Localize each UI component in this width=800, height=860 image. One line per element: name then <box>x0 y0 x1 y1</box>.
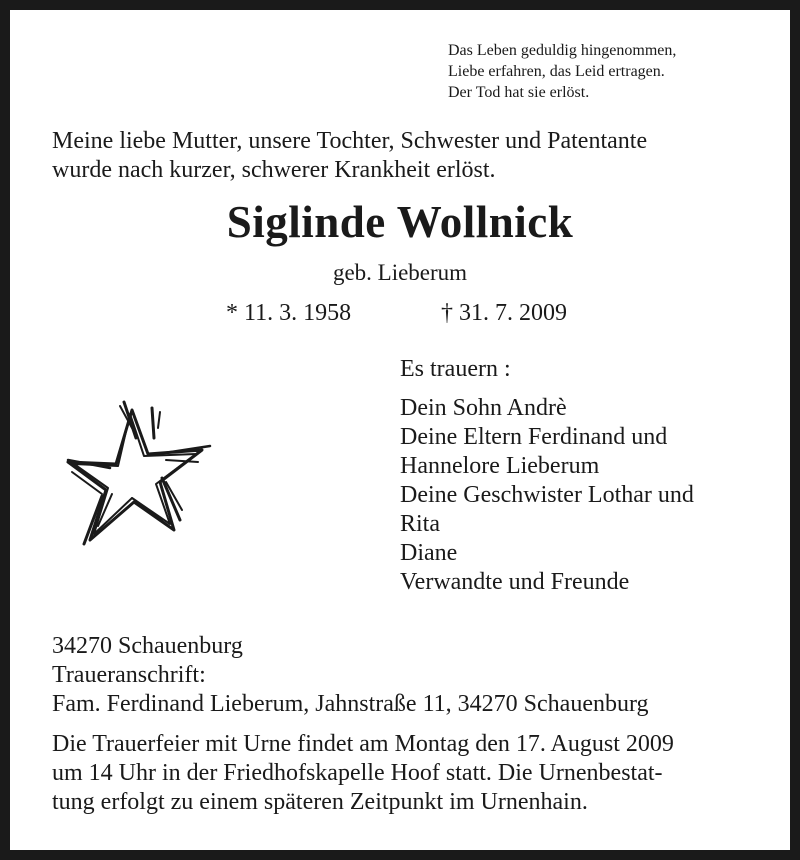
service-line: Die Trauerfeier mit Urne findet am Montag den 17. August 2009 <box>52 731 674 757</box>
hand-drawn-star-icon <box>62 398 214 548</box>
address-line: Fam. Ferdinand Lieberum, Jahnstraße 11, 34270 Schauenburg <box>52 691 649 717</box>
poem <box>448 40 676 103</box>
mourner-line: Deine Geschwister Lothar und <box>400 482 694 508</box>
poem-line: Das Leben geduldig hingenommen, <box>448 42 677 59</box>
address-block <box>52 632 649 719</box>
mourner-line: Verwandte und Freunde <box>400 569 630 595</box>
poem-line: Liebe erfahren, das Leid ertragen. <box>448 63 665 80</box>
mourner-line: Diane <box>400 540 458 566</box>
service-line: tung erfolgt zu einem späteren Zeitpunkt im Urnenhain. <box>52 789 588 815</box>
mourners-list <box>400 394 694 597</box>
intro-line: wurde nach kurzer, schwerer Krankheit erlöst. <box>52 157 496 183</box>
address-line: Traueranschrift: <box>52 662 206 688</box>
service-info <box>52 730 674 817</box>
poem-line: Der Tod hat sie erlöst. <box>448 84 590 101</box>
mourner-line: Rita <box>400 511 440 537</box>
address-line: 34270 Schauenburg <box>52 633 243 659</box>
mourners-heading: Es trauern : <box>400 356 511 382</box>
service-line: um 14 Uhr in der Friedhofskapelle Hoof statt. Die Urnenbestat- <box>52 760 663 786</box>
mourner-line: Hannelore Lieberum <box>400 453 600 479</box>
intro-text <box>52 127 647 185</box>
death-date: † 31. 7. 2009 <box>441 300 567 326</box>
maiden-name: geb. Lieberum <box>332 260 468 285</box>
mourner-line: Dein Sohn Andrè <box>400 395 567 421</box>
deceased-name: Siglinde Wollnick <box>226 197 574 247</box>
intro-line: Meine liebe Mutter, unsere Tochter, Schwester und Patentante <box>52 128 648 154</box>
birth-date: * 11. 3. 1958 <box>226 300 352 326</box>
mourner-line: Deine Eltern Ferdinand und <box>400 424 668 450</box>
